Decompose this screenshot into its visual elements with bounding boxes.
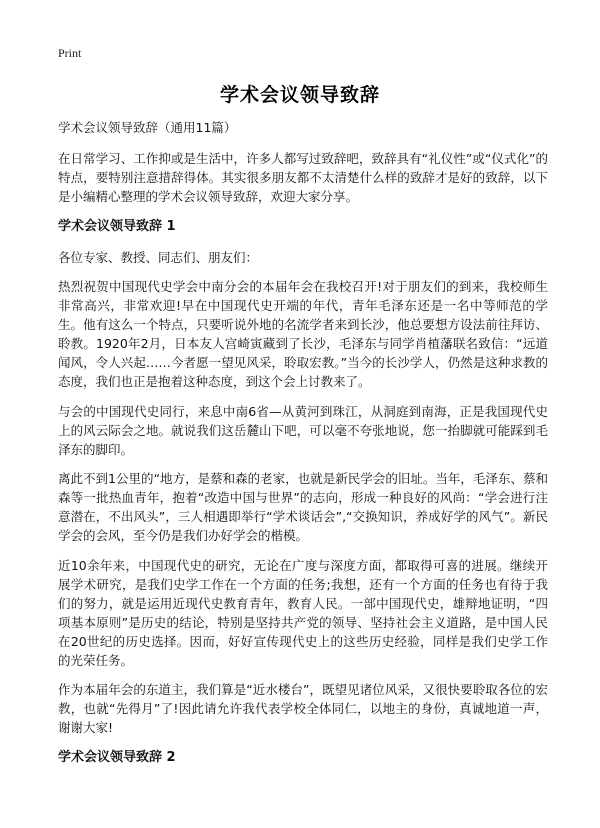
body-paragraph-1: 热烈祝贺中国现代史学会中南分会的本届年会在我校召开!对于朋友们的到来，我校师生非常高兴，非常欢迎!早在中国现代史开端的年代，青年毛泽东还是一名中等师范的学生。他有这么一个特点，只要听说外地的名流学者来到长沙，他总要想方设法前往拜访、聆教。1920年2月，日本友人宫崎寅藏到了长沙，毛泽东与同学肖植藩联名致信：“远道闻风，令人兴起……今者愿一望见风采，聆取宏教。”当今的长沙学人，仍然是这种求教的态度，我们也正是抱着这种态度，到这个会上讨教来了。 [58, 279, 548, 389]
print-button[interactable]: Print [58, 46, 82, 60]
greeting-paragraph: 各位专家、教授、同志们、朋友们： [58, 249, 259, 265]
intro-paragraph: 在日常学习、工作抑或是生活中，许多人都写过致辞吧，致辞具有“礼仪性”或“仪式化”的特点，要特别注意措辞得体。其实很多朋友都不太清楚什么样的致辞才是好的致辞，以下是小编精心整理的学术会议领导致辞，欢迎大家分享。 [58, 151, 548, 204]
body-paragraph-5: 作为本届年会的东道主，我们算是“近水楼台”，既望见诸位风采，又很快要聆取各位的宏教，也就“先得月”了!因此请允许我代表学校全体同仁，以地主的身份，真诚地道一声，谢谢大家! [58, 682, 548, 735]
body-paragraph-2: 与会的中国现代史同行，来息中南6省—从黄河到珠江，从洞庭到南海，正是我国现代史上的风云际会之地。就说我们这岳麓山下吧，可以毫不夸张地说，您一抬脚就可能踩到毛泽东的脚印。 [58, 403, 548, 457]
section-heading-2: 学术会议领导致辞 2 [58, 749, 176, 765]
section-heading-1: 学术会议领导致辞 1 [58, 218, 176, 234]
body-paragraph-3: 离此不到1公里的“地方，是蔡和森的老家，也就是新民学会的旧址。当年，毛泽东、蔡和森等一批热血青年，抱着“改造中国与世界”的志向，形成一种良好的风尚：“学会进行注意潜在，不出风头”，三人相遇即举行“学术谈话会”,“交换知识，养成好学的风气”。新民学会的会风，至今仍是我们办好学会的楷模。 [58, 471, 548, 543]
body-paragraph-4: 近10余年来，中国现代史的研究，无论在广度与深度方面，都取得可喜的进展。继续开展学术研究，是我们史学工作在一个方面的任务;我想，还有一个方面的任务也有待于我们的努力，就是运用近现代史教育青年，教育人民。一部中国现代史，雄辩地证明，“四项基本原则”是历史的结论，特别是坚持共产党的领导、坚持社会主义道路，是中国人民在20世纪的历史选择。因而，好好宣传现代史上的这些历史经验，同样是我们史学工作的光荣任务。 [58, 557, 548, 668]
document-body [58, 118, 548, 779]
document-subtitle: 学术会议领导致辞（通用11篇） [58, 120, 237, 135]
page-title: 学术会议领导致辞 [219, 84, 380, 106]
